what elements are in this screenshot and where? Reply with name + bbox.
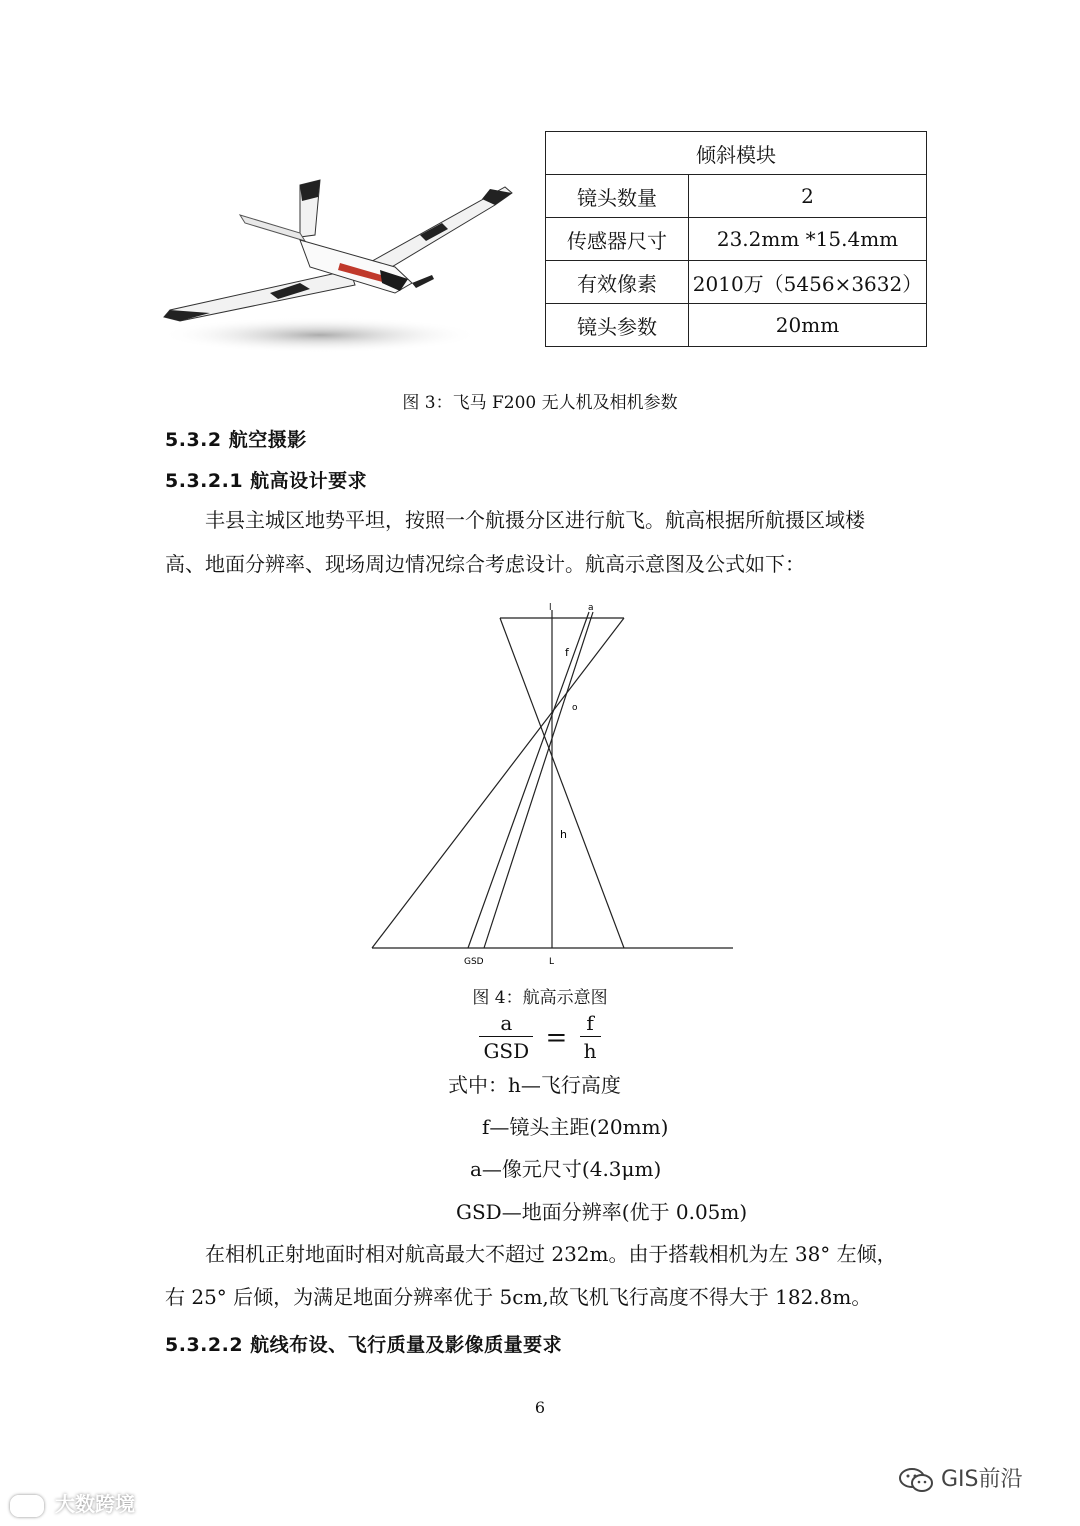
- table-row: [546, 175, 927, 218]
- paragraph-1-line-2: 高、地面分辨率、现场周边情况综合考虑设计。航高示意图及公式如下：: [165, 552, 805, 576]
- label-l: l: [549, 603, 552, 613]
- table-cell-label: 镜头参数: [546, 304, 689, 347]
- fraction-left-denominator: GSD: [483, 1039, 530, 1063]
- section-heading-5-3-2-2: 5.3.2.2 航线布设、飞行质量及影像质量要求: [165, 1334, 563, 1356]
- altitude-formula: [0, 1010, 1080, 1065]
- table-cell-value: 2: [689, 175, 927, 218]
- equals-sign: =: [545, 1022, 568, 1053]
- legend-a: a—像元尺寸(4.3μm): [470, 1157, 662, 1181]
- watermark-logo-icon: [10, 1495, 44, 1517]
- wechat-icon: [898, 1467, 934, 1493]
- paragraph-2-line-1: 在相机正射地面时相对航高最大不超过 232m。由于搭载相机为左 38° 左倾，: [205, 1242, 897, 1266]
- figure-3-caption: 图 3：飞马 F200 无人机及相机参数: [402, 393, 678, 413]
- watermark-left: [10, 1488, 135, 1517]
- label-big-l: L: [549, 957, 555, 967]
- table-cell-label: 有效像素: [546, 261, 689, 304]
- fraction-left-numerator: a: [479, 1010, 533, 1037]
- table-row: [546, 218, 927, 261]
- paragraph-2-line-2: 右 25° 后倾，为满足地面分辨率优于 5cm,故飞机飞行高度不得大于 182.8m。: [165, 1285, 872, 1309]
- table-cell-label: 镜头数量: [546, 175, 689, 218]
- table-row: [546, 261, 927, 304]
- legend-gsd: GSD—地面分辨率(优于 0.05m): [456, 1200, 748, 1224]
- fraction-right-denominator: h: [583, 1039, 597, 1063]
- fraction-left: [479, 1010, 533, 1065]
- camera-params-table: [545, 131, 927, 347]
- legend-f: f—镜头主距(20mm): [482, 1115, 669, 1139]
- watermark-left-text: 大数跨境: [54, 1492, 135, 1516]
- table-cell-value: 20mm: [689, 304, 927, 347]
- section-heading-5-3-2: 5.3.2 航空摄影: [165, 429, 307, 451]
- drone-image: [150, 175, 520, 360]
- table-row: [546, 304, 927, 347]
- table-cell-value: 2010万（5456×3632）: [689, 261, 927, 304]
- table-cell-label: 传感器尺寸: [546, 218, 689, 261]
- section-heading-5-3-2-1: 5.3.2.1 航高设计要求: [165, 470, 368, 492]
- legend-h: 式中：h—飞行高度: [448, 1073, 621, 1097]
- page-number: 6: [534, 1398, 546, 1417]
- fraction-right: [580, 1010, 601, 1065]
- label-f: f: [565, 646, 569, 659]
- figure-4-caption: 图 4：航高示意图: [472, 988, 608, 1008]
- table-header-row: [546, 132, 927, 175]
- label-gsd: GSD: [464, 957, 484, 967]
- label-o: o: [572, 703, 578, 713]
- table-cell-value: 23.2mm *15.4mm: [689, 218, 927, 261]
- watermark-right: [898, 1462, 1023, 1493]
- label-a: a: [588, 603, 594, 613]
- fraction-right-numerator: f: [580, 1010, 601, 1037]
- label-h: h: [560, 828, 567, 841]
- flight-altitude-diagram: [360, 598, 745, 970]
- table-header: 倾斜模块: [546, 132, 927, 175]
- watermark-right-text: GIS前沿: [941, 1467, 1023, 1492]
- paragraph-1-line-1: 丰县主城区地势平坦，按照一个航摄分区进行航飞。航高根据所航摄区域楼: [205, 508, 865, 532]
